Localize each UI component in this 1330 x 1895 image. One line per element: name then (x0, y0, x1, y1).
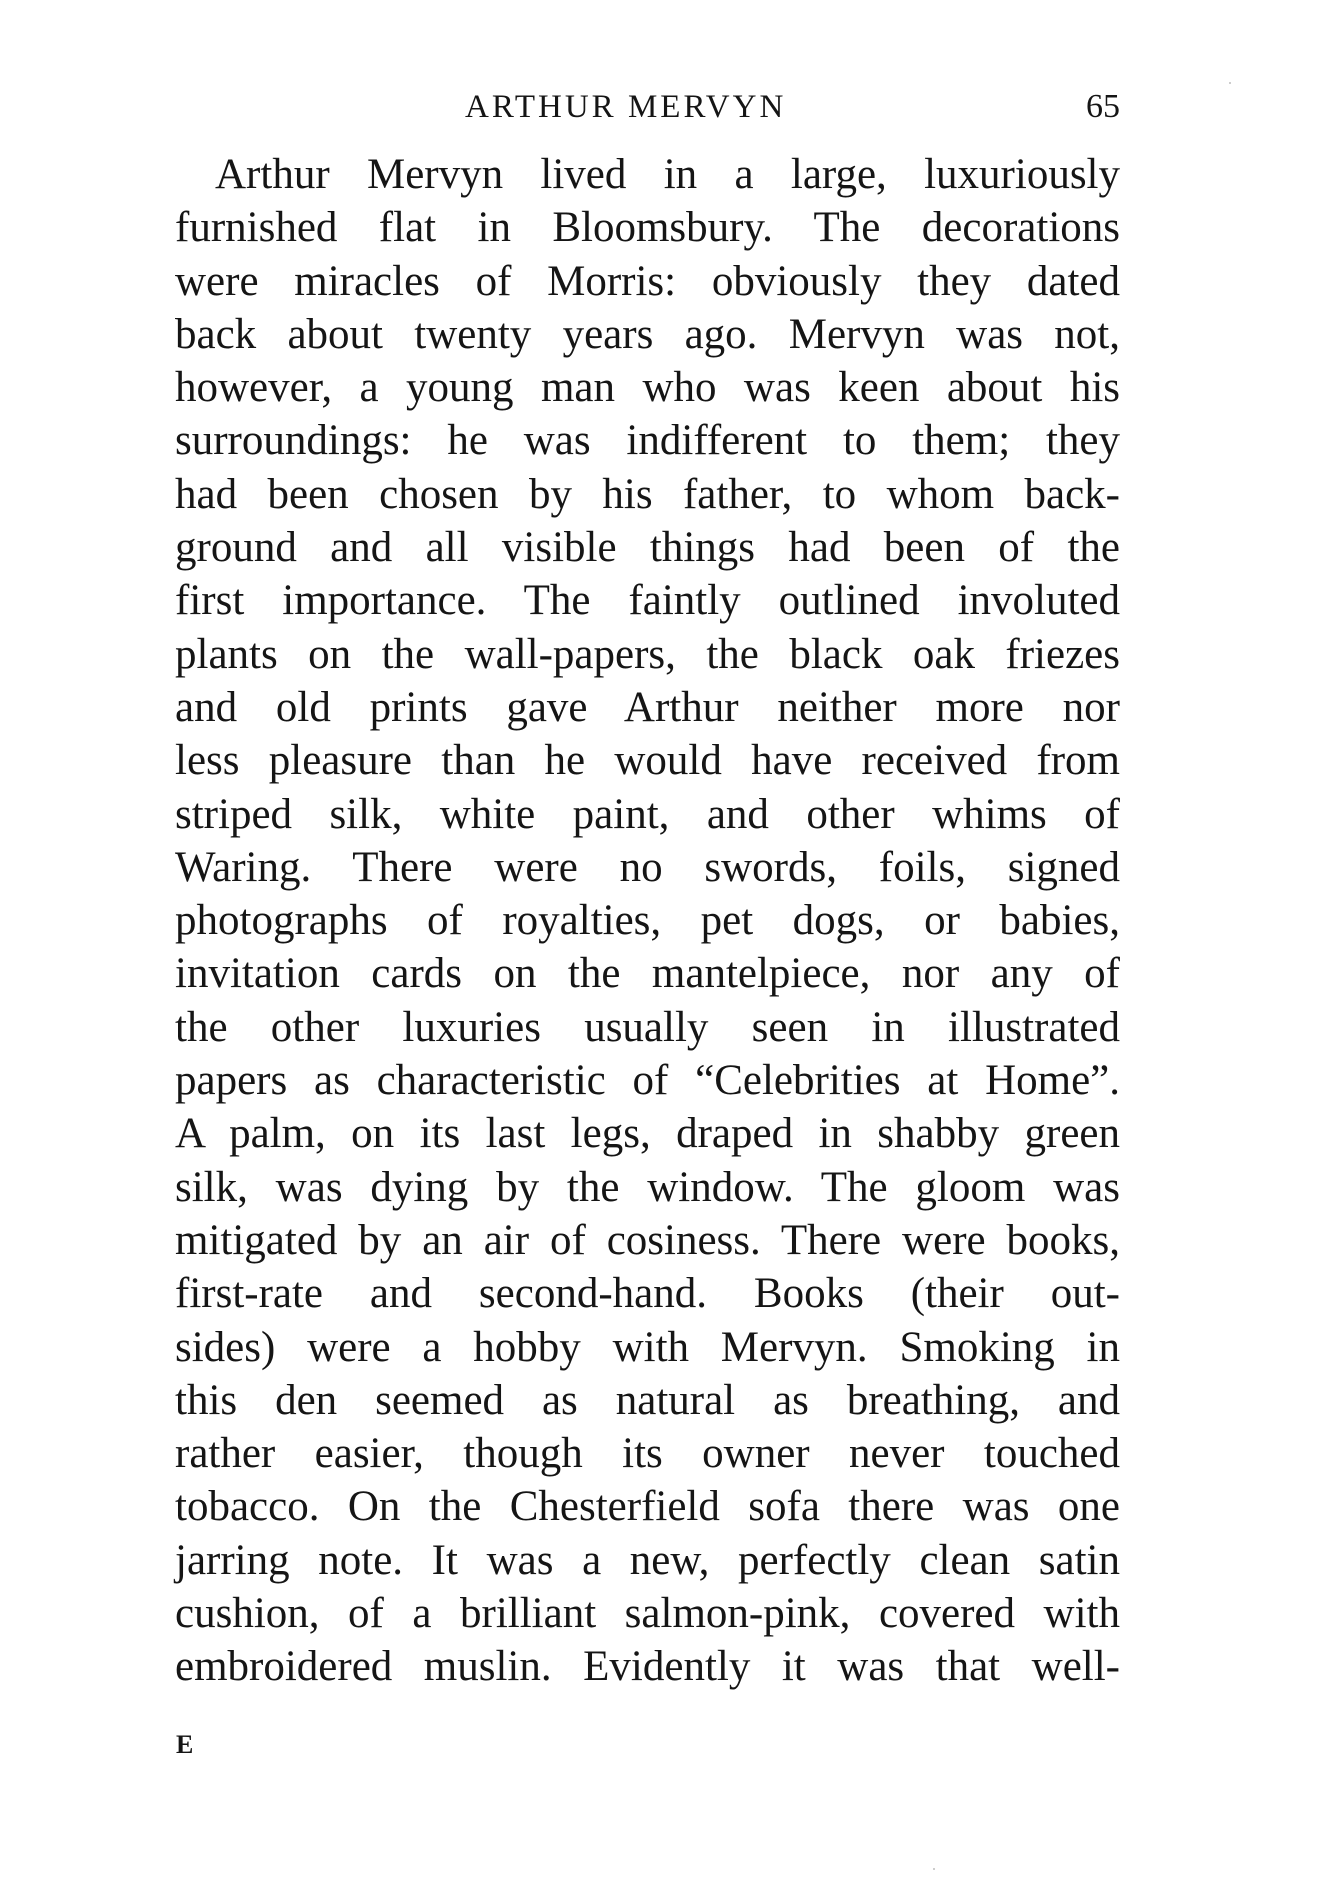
text-line: photographs of royalties, pet dogs, or babies, (175, 897, 1120, 945)
running-head (175, 82, 1120, 132)
text-line: A palm, on its last legs, draped in shabby green (175, 1110, 1120, 1158)
text-line: Waring. There were no swords, foils, signed (175, 843, 1120, 891)
text-line: Arthur Mervyn lived in a large, luxuriously (215, 151, 1120, 198)
running-head-title: ARTHUR MERVYN (465, 89, 787, 125)
text-line: the other luxuries usually seen in illustrated (175, 1003, 1120, 1051)
text-line: this den seemed as natural as breathing, and (175, 1376, 1120, 1424)
text-line: mitigated by an air of cosiness. There were books, (175, 1216, 1120, 1264)
text-line: rather easier, though its owner never touched (175, 1430, 1120, 1478)
text-line: back about twenty years ago. Mervyn was not, (175, 310, 1120, 358)
signature-mark: E (176, 1730, 194, 1759)
text-line: papers as characteristic of “Celebrities at Home”. (175, 1057, 1120, 1105)
text-line: sides) were a hobby with Mervyn. Smoking in (175, 1323, 1120, 1371)
text-line: however, a young man who was keen about his (175, 364, 1120, 412)
text-line: silk, was dying by the window. The gloom was (175, 1163, 1120, 1211)
text-line: embroidered muslin. Evidently it was that well- (175, 1643, 1120, 1691)
page-number: 65 (1086, 88, 1120, 125)
text-line: first importance. The faintly outlined involuted (175, 577, 1120, 625)
text-line: were miracles of Morris: obviously they dated (175, 257, 1120, 305)
text-line: ground and all visible things had been of the (175, 524, 1120, 572)
text-line: tobacco. On the Chesterfield sofa there was one (175, 1483, 1120, 1531)
text-line: cushion, of a brilliant salmon-pink, covered with (175, 1590, 1120, 1638)
text-line: had been chosen by his father, to whom back- (175, 470, 1120, 518)
text-line: less pleasure than he would have received from (175, 737, 1120, 785)
paper-speck (1229, 82, 1231, 84)
text-line: invitation cards on the mantelpiece, nor any of (175, 950, 1120, 998)
text-line: surroundings: he was indifferent to them; they (175, 417, 1120, 465)
text-line: furnished flat in Bloomsbury. The decorations (175, 204, 1120, 252)
text-line: striped silk, white paint, and other whims of (175, 790, 1120, 838)
text-line: and old prints gave Arthur neither more nor (175, 683, 1120, 731)
text-line: first-rate and second-hand. Books (their out- (175, 1270, 1120, 1318)
body-text (175, 148, 1120, 1694)
text-line: plants on the wall-papers, the black oak friezes (175, 630, 1120, 678)
text-line: jarring note. It was a new, perfectly clean satin (175, 1536, 1120, 1584)
paper-speck (933, 1868, 935, 1870)
